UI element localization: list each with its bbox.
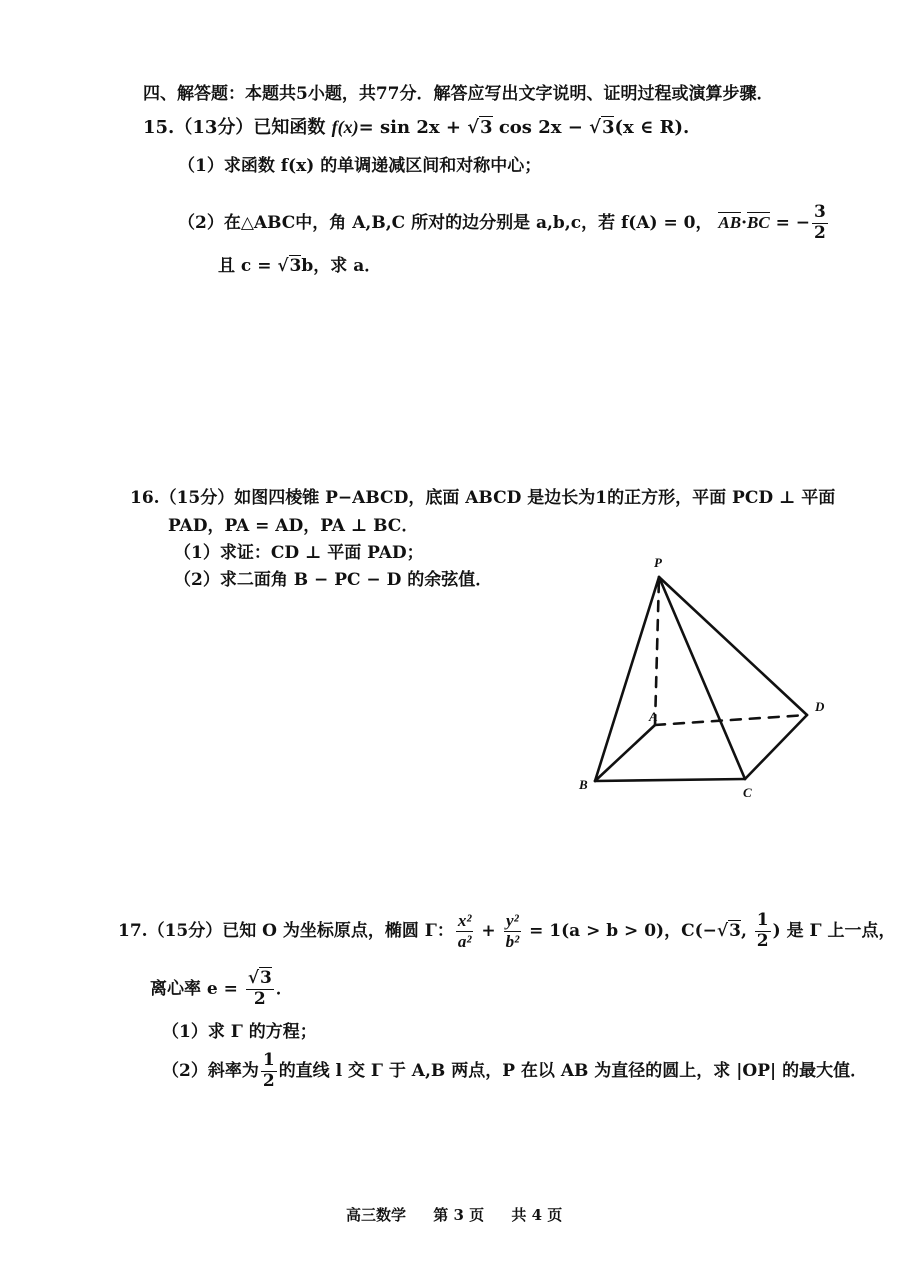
q15-part2-eq: = −	[769, 212, 811, 233]
q15-part2-cont: 且 c = √3b，求 a．	[218, 256, 382, 276]
edge-pd	[659, 577, 807, 715]
q15-number: 15.	[143, 117, 175, 138]
fraction-numerator: 3	[814, 202, 826, 222]
fraction-denominator: 2	[262, 1070, 275, 1091]
dot-operator: ·	[741, 212, 748, 233]
vertex-label-d: D	[815, 699, 825, 714]
q15-part2-text: （2）在△ABC中，角 A,B,C 所对的边分别是 a,b,c，若 f(A) = 0，	[178, 212, 713, 233]
q17-part2	[162, 1052, 867, 1091]
page-footer	[346, 1208, 562, 1223]
point-c-close: )	[772, 920, 781, 941]
footer-total: 共 4 页	[511, 1206, 563, 1224]
edge-pa	[655, 577, 659, 725]
footer-page: 第 3 页	[433, 1206, 485, 1224]
q15-stem: 15.（13分）已知函数 f(x)= sin 2x + √3 cos 2x − √3(x ∈ R).	[143, 117, 690, 138]
section-heading: 四、解答题：本题共5小题，共77分．解答应写出文字说明、证明过程或演算步骤．	[143, 84, 774, 104]
vertex-label-b: B	[579, 777, 588, 792]
fraction-numerator: √3	[247, 968, 272, 988]
point-c-open: (−	[694, 920, 717, 941]
fraction-denominator: 2	[253, 988, 266, 1009]
vertex-label-c: C	[743, 785, 752, 800]
edge-bc	[595, 779, 745, 781]
footer-subject: 高三数学	[346, 1206, 407, 1224]
b-squared: b²	[505, 931, 520, 951]
vertex-label-a: A	[649, 709, 658, 724]
fraction-1-2	[755, 912, 771, 951]
fraction-1-2	[261, 1052, 277, 1091]
fraction-y2-b2	[504, 912, 522, 951]
eccentricity-end: ．	[275, 978, 293, 999]
q15-score: （13分）	[174, 117, 254, 138]
q17-part2-a: （2）斜率为	[162, 1060, 259, 1081]
q15-part2	[178, 204, 830, 243]
q15-func-lhs: f(x)	[331, 117, 359, 137]
vertex-label-p: P	[654, 555, 662, 570]
q17-on-curve: 是 Γ 上一点，	[780, 920, 896, 941]
vector-ab: AB	[718, 212, 742, 232]
q15-part1: （1）求函数 f(x) 的单调递减区间和对称中心；	[178, 156, 542, 176]
q15-func-rhs-a: = sin 2x +	[358, 117, 468, 138]
q15-part2-cont-b: b，求 a．	[301, 256, 382, 276]
plus-sign: +	[475, 920, 502, 941]
q17-condition: = 1(a > b > 0)，C	[523, 920, 695, 941]
pyramid-figure	[575, 545, 845, 805]
edge-ad	[655, 715, 807, 725]
point-c-comma: ,	[740, 920, 753, 941]
q15-func-rhs-e: (x ∈ R).	[614, 117, 690, 138]
eccentricity-sqrt3: 3	[260, 968, 272, 988]
x-squared: x²	[457, 911, 472, 930]
q16-part1: （1）求证：CD ⊥ 平面 PAD；	[174, 543, 424, 563]
q17-line2	[150, 970, 293, 1009]
fraction-sqrt3-2	[246, 970, 274, 1009]
q15-sqrt3-a: 3	[480, 117, 493, 138]
q15-part2-cont-a: 且 c =	[218, 256, 278, 276]
eccentricity-label: 离心率 e =	[150, 978, 244, 999]
q16-part2: （2）求二面角 B − PC − D 的余弦值．	[174, 570, 493, 590]
edge-pc	[659, 577, 745, 779]
q16-line2: PAD，PA = AD，PA ⊥ BC．	[168, 516, 419, 536]
fraction-numerator: 1	[756, 910, 769, 930]
q15-sqrt3-c: 3	[289, 256, 302, 276]
q15-sqrt3-b: 3	[601, 117, 615, 138]
fraction-x2-a2	[456, 912, 474, 951]
q17-line1: 17.（15分）已知 O 为坐标原点，椭圆 Γ： $\frac{\text{x²}}{\text{a²}}$ + $\frac{\text{y²}}{\text{b²}}$ = 1(a > b > 0)，C(−√3, $\frac{1}{2}$ ) 是 Γ 上一点，	[118, 910, 896, 951]
q15-intro: 已知函数	[253, 117, 326, 138]
q16-line1: 16.（15分）如图四棱锥 P−ABCD，底面 ABCD 是边长为1的正方形，平面 PCD ⊥ 平面	[130, 488, 836, 508]
q15-func-rhs-c: cos 2x −	[492, 117, 590, 138]
fraction-3-2	[812, 204, 828, 243]
y-squared: y²	[506, 911, 519, 930]
a-squared: a²	[457, 931, 472, 951]
q17-part1: （1）求 Γ 的方程；	[162, 1022, 317, 1042]
fraction-denominator: 2	[814, 222, 826, 243]
fraction-numerator: 1	[262, 1050, 275, 1070]
q17-intro: 17.（15分）已知 O 为坐标原点，椭圆 Γ：	[118, 920, 454, 941]
point-c-sqrt3: 3	[729, 920, 741, 941]
vector-bc: BC	[747, 212, 770, 232]
pyramid-diagram	[575, 545, 845, 805]
fraction-denominator: 2	[756, 930, 769, 951]
q17-part2-b: 的直线 l 交 Γ 于 A,B 两点，P 在以 AB 为直径的圆上，求 |OP| 的最大值．	[278, 1060, 868, 1081]
edge-cd	[745, 715, 807, 779]
